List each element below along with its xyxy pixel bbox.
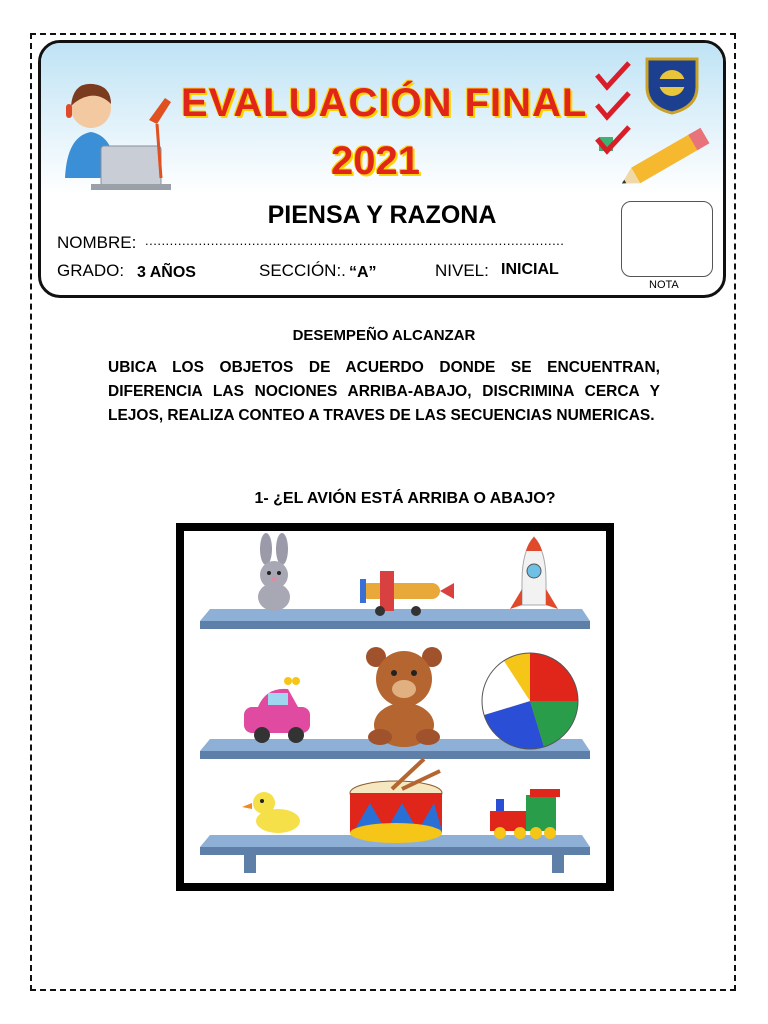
seccion-label: SECCIÓN:. xyxy=(259,261,346,280)
nombre-label: NOMBRE: xyxy=(57,233,137,252)
shelf-illustration xyxy=(176,523,614,891)
student-laptop-illustration xyxy=(51,68,181,193)
seccion-value: “A” xyxy=(349,264,377,281)
pencil-icon xyxy=(611,123,721,193)
nivel-value: INICIAL xyxy=(501,261,559,278)
nivel-label: NIVEL: xyxy=(435,261,489,280)
toy-train-icon xyxy=(490,789,560,839)
header-card xyxy=(38,40,726,298)
toy-car-icon xyxy=(244,677,310,743)
beach-ball-icon xyxy=(482,653,578,749)
desempeno-heading: DESEMPEÑO ALCANZAR xyxy=(292,327,476,344)
nota-box[interactable] xyxy=(621,201,713,277)
grado-value: 3 AÑOS xyxy=(137,264,196,281)
school-badge-icon xyxy=(643,53,701,115)
grado-label: GRADO: xyxy=(57,261,125,280)
shelf-top xyxy=(200,609,590,629)
banner-year: 2021 xyxy=(331,139,420,183)
bunny-toy-icon xyxy=(258,533,290,611)
rocket-toy-icon xyxy=(510,537,558,609)
desempeno-paragraph: UBICA LOS OBJETOS DE ACUERDO DONDE SE ENCUENTRAN, DIFERENCIA LAS NOCIONES ARRIBA-ABAJO, DISCRIMINA CERCA Y LEJOS, REALIZA CONTEO A TRAVES DE LAS SECUENCIAS NUMERICAS. xyxy=(108,359,660,424)
nota-label: NOTA xyxy=(649,279,679,291)
teddy-bear-icon xyxy=(366,647,442,747)
question-1: 1- ¿EL AVIÓN ESTÁ ARRIBA O ABAJO? xyxy=(254,490,556,507)
banner-title: EVALUACIÓN FINAL xyxy=(181,81,588,125)
drum-icon xyxy=(350,759,442,843)
header-banner xyxy=(41,43,723,195)
rubber-duck-icon xyxy=(242,792,300,833)
shelf-svg xyxy=(184,531,606,883)
nombre-line: ...................................................................................................... xyxy=(145,233,565,248)
exam-subtitle: PIENSA Y RAZONA xyxy=(267,201,497,229)
